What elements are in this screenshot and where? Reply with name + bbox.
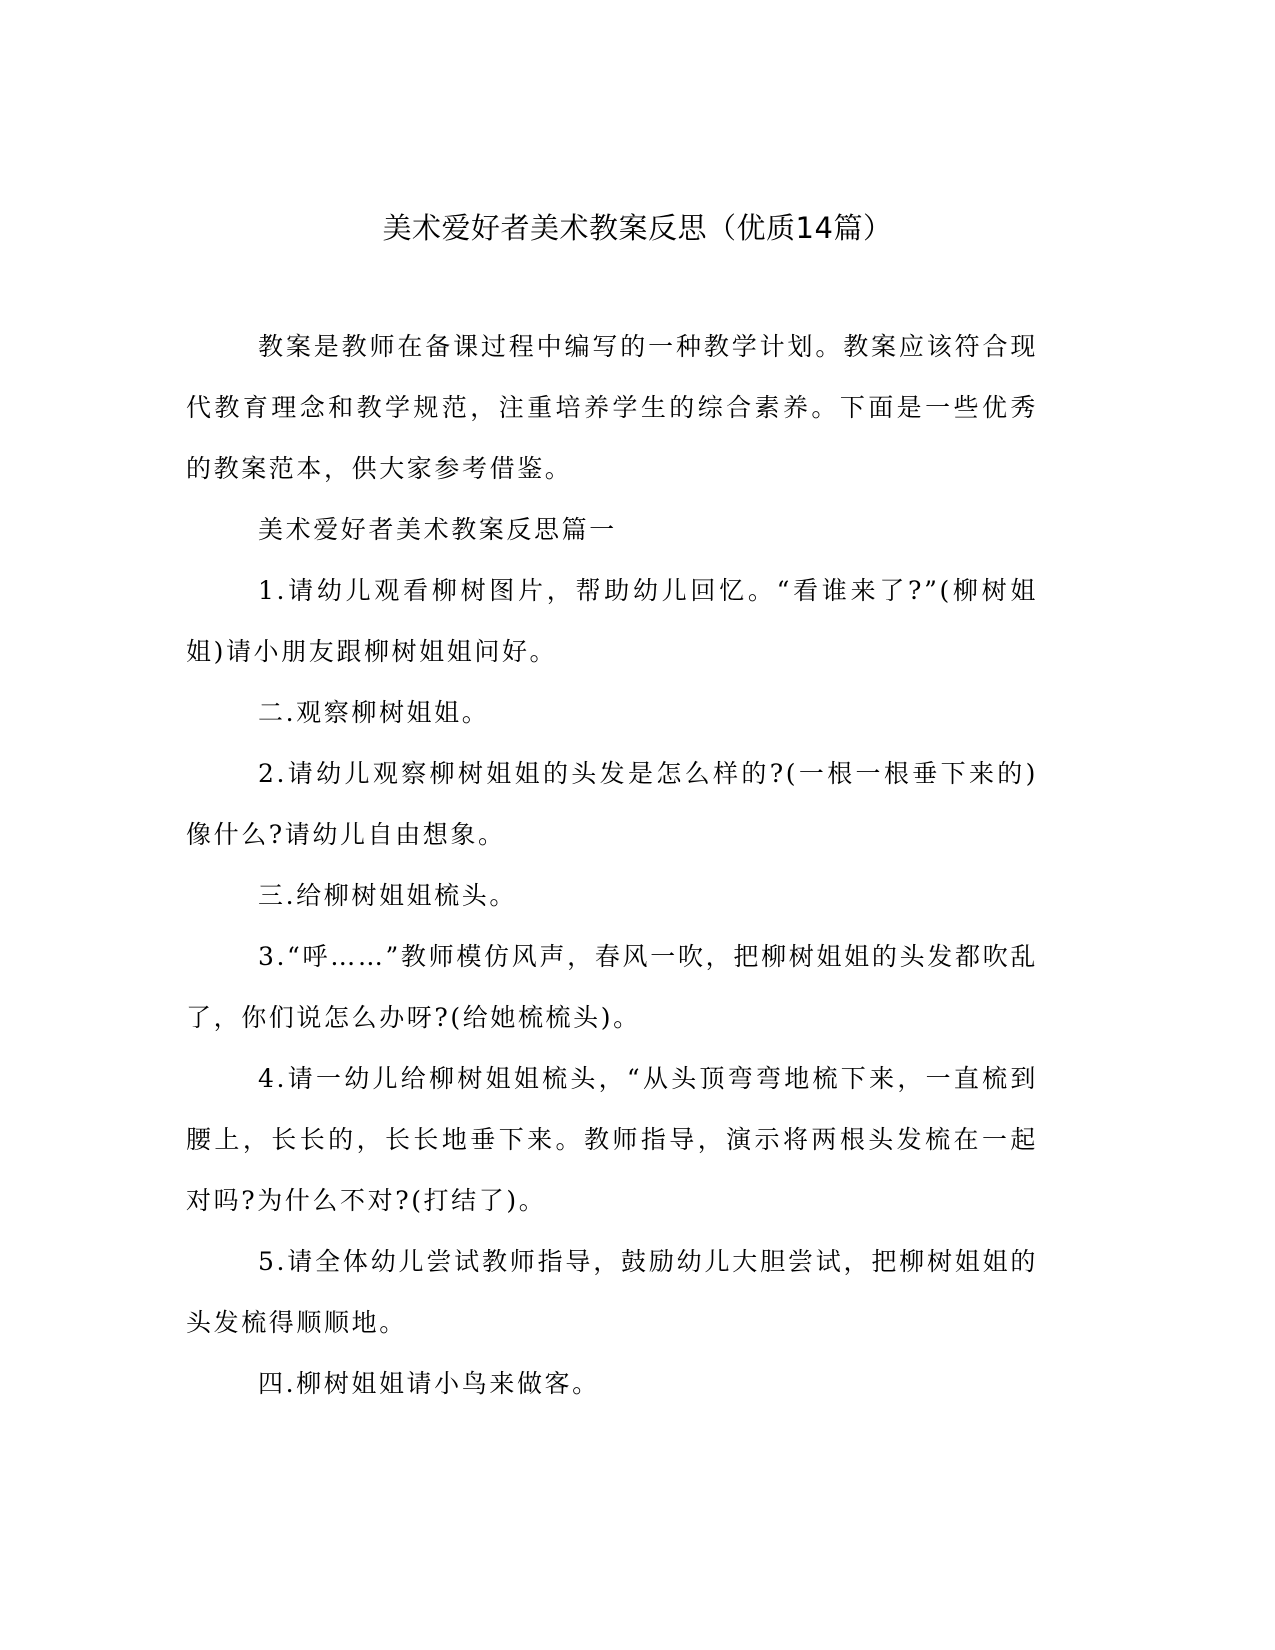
- paragraph-step-5: 5.请全体幼儿尝试教师指导，鼓励幼儿大胆尝试，把柳树姐姐的头发梳得顺顺地。: [186, 1247, 1038, 1337]
- paragraph-step-1: 1.请幼儿观看柳树图片，帮助幼儿回忆。“看谁来了?”(柳树姐姐)请小朋友跟柳树姐姐问好。: [186, 576, 1038, 666]
- subheading-comb: 三.给柳树姐姐梳头。: [258, 881, 517, 910]
- paragraph-step-4: 4.请一幼儿给柳树姐姐梳头，“从头顶弯弯地梳下来，一直梳到腰上，长长的，长长地垂下来。教师指导，演示将两根头发梳在一起对吗?为什么不对?(打结了)。: [186, 1064, 1038, 1215]
- paragraph-step-3: 3.“呼……”教师模仿风声，春风一吹，把柳树姐姐的头发都吹乱了，你们说怎么办呀?(给她梳梳头)。: [186, 942, 1038, 1032]
- section-heading: 美术爱好者美术教案反思篇一: [258, 515, 617, 544]
- document-title: 美术爱好者美术教案反思（优质14篇）: [382, 211, 893, 245]
- paragraph-intro: 教案是教师在备课过程中编写的一种教学计划。教案应该符合现代教育理念和教学规范，注重培养学生的综合素养。下面是一些优秀的教案范本，供大家参考借鉴。: [186, 332, 1038, 483]
- subheading-observe: 二.观察柳树姐姐。: [258, 698, 490, 727]
- paragraph-step-2: 2.请幼儿观察柳树姐姐的头发是怎么样的?(一根一根垂下来的)像什么?请幼儿自由想象。: [186, 759, 1038, 849]
- subheading-bird-guest: 四.柳树姐姐请小鸟来做客。: [258, 1369, 600, 1398]
- document-body: [186, 316, 1038, 1414]
